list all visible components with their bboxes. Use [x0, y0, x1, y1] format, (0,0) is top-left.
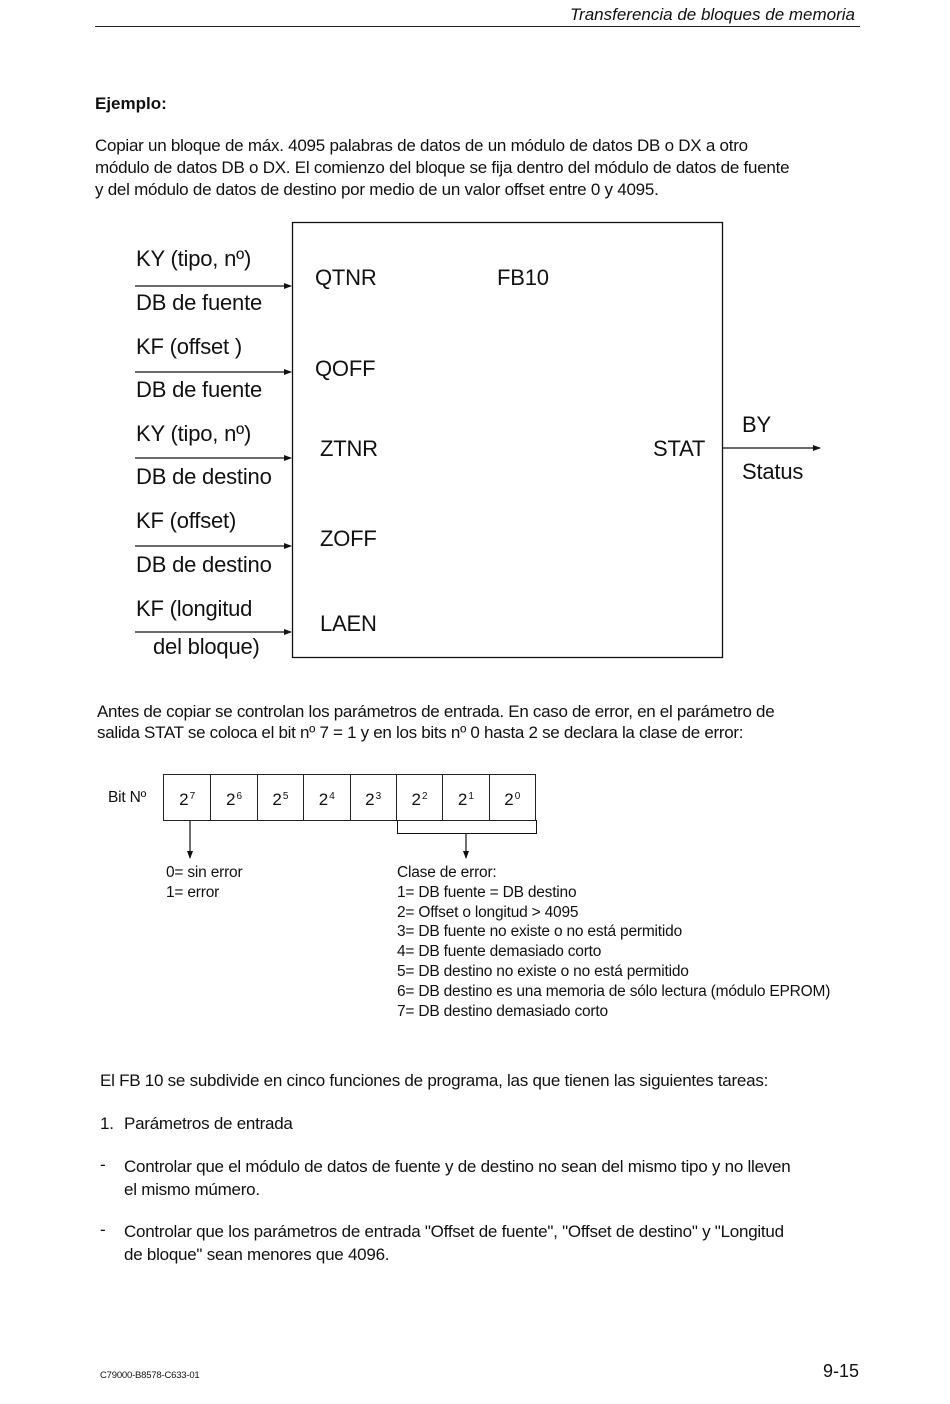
bit-cell: 2 $^3$ [350, 775, 396, 820]
error-class-item: 1= DB fuente = DB destino [397, 883, 577, 901]
step-label: Parámetros de entrada [124, 1114, 293, 1133]
input-label-bottom: del bloque) [153, 634, 260, 659]
block-name: FB10 [497, 265, 549, 290]
bit-cell: 2 $^1$ [442, 775, 488, 820]
error-class-item: 6= DB destino es una memoria de sólo lectura (módulo EPROM) [397, 982, 831, 1000]
error-class-bracket [398, 821, 537, 834]
error-class-item: 2= Offset o longitud > 4095 [397, 903, 579, 921]
task-line: Controlar que los parámetros de entrada "Offset de fuente", "Offset de destino" y "Longitud [124, 1222, 784, 1241]
param-zoff: ZOFF [320, 526, 377, 551]
step-number: 1. [100, 1114, 114, 1133]
intro-line: Copiar un bloque de máx. 4095 palabras de datos de un módulo de datos DB o DX a otro [95, 136, 748, 155]
error-flag-item: 1= error [166, 883, 220, 901]
error-flag-item: 0= sin error [166, 864, 243, 881]
input-label-top: KY (tipo, nº) [136, 246, 252, 271]
document-id: C79000-B8578-C633-01 [100, 1370, 200, 1381]
bit-cell: 2 $^2$ [396, 775, 442, 820]
input-label-bottom: DB de fuente [136, 290, 263, 315]
output-label-top: BY [742, 412, 771, 437]
input-label-bottom: DB de destino [136, 464, 272, 489]
input-label-top: KF (offset) [136, 508, 237, 533]
bit-cell: 2 $^4$ [303, 775, 349, 820]
task-bullet: - [100, 1220, 106, 1239]
error-class-item: 4= DB fuente demasiado corto [397, 943, 602, 961]
page-number: 9-15 [823, 1361, 860, 1381]
task-item [124, 1220, 784, 1266]
bit-cell: 2 $^6$ [210, 775, 256, 820]
page-header-title: Transferencia de bloques de memoria [569, 5, 855, 24]
intro-line: y del módulo de datos de destino por medio de un valor offset entre 0 y 4095. [95, 180, 659, 199]
error-class-item: 3= DB fuente no existe o no está permitido [397, 923, 682, 941]
param-ztnr: ZTNR [320, 436, 378, 461]
output-label-bottom: Status [742, 459, 804, 484]
check-line: salida STAT se coloca el bit nº 7 = 1 y en los bits nº 0 hasta 2 se declara la clase de error: [97, 723, 744, 742]
task-line: el mismo múmero. [124, 1180, 260, 1199]
task-bullet: - [100, 1155, 106, 1174]
error-class-item: 5= DB destino no existe o no está permitido [397, 962, 689, 980]
param-qtnr: QTNR [315, 265, 377, 290]
bit-cell: 2 $^5$ [257, 775, 303, 820]
bit-row-label: Bit Nº [108, 789, 147, 806]
task-line: Controlar que el módulo de datos de fuente y de destino no sean del mismo tipo y no lleven [124, 1157, 791, 1176]
input-label-bottom: DB de destino [136, 552, 272, 577]
example-heading: Ejemplo: [95, 94, 167, 113]
task-line: de bloque" sean menores que 4096. [124, 1245, 390, 1264]
bit-cell: 2 $^7$ [179, 789, 196, 809]
check-line: Antes de copiar se controlan los parámetros de entrada. En caso de error, en el parámetro de [97, 702, 775, 721]
error-class-item: 7= DB destino demasiado corto [397, 1002, 608, 1020]
task-item [124, 1155, 790, 1201]
program-intro: El FB 10 se subdivide en cinco funciones de programa, las que tienen las siguientes tareas: [100, 1071, 769, 1090]
param-laen: LAEN [320, 611, 377, 636]
bit-table [163, 774, 536, 821]
error-class-title: Clase de error: [397, 864, 497, 881]
input-label-top: KY (tipo, nº) [136, 421, 252, 446]
intro-line: módulo de datos DB o DX. El comienzo del bloque se fija dentro del módulo de datos de fuente [95, 158, 790, 177]
bit-cell: 2 $^0$ [489, 775, 535, 820]
param-stat: STAT [653, 436, 706, 461]
input-label-top: KF (longitud [136, 596, 253, 621]
error-class-legend [397, 863, 830, 1021]
error-flag-legend [166, 863, 242, 903]
param-qoff: QOFF [315, 356, 376, 381]
check-paragraph [97, 701, 774, 743]
input-label-bottom: DB de fuente [136, 377, 263, 402]
input-label-top: KF (offset ) [136, 334, 242, 359]
